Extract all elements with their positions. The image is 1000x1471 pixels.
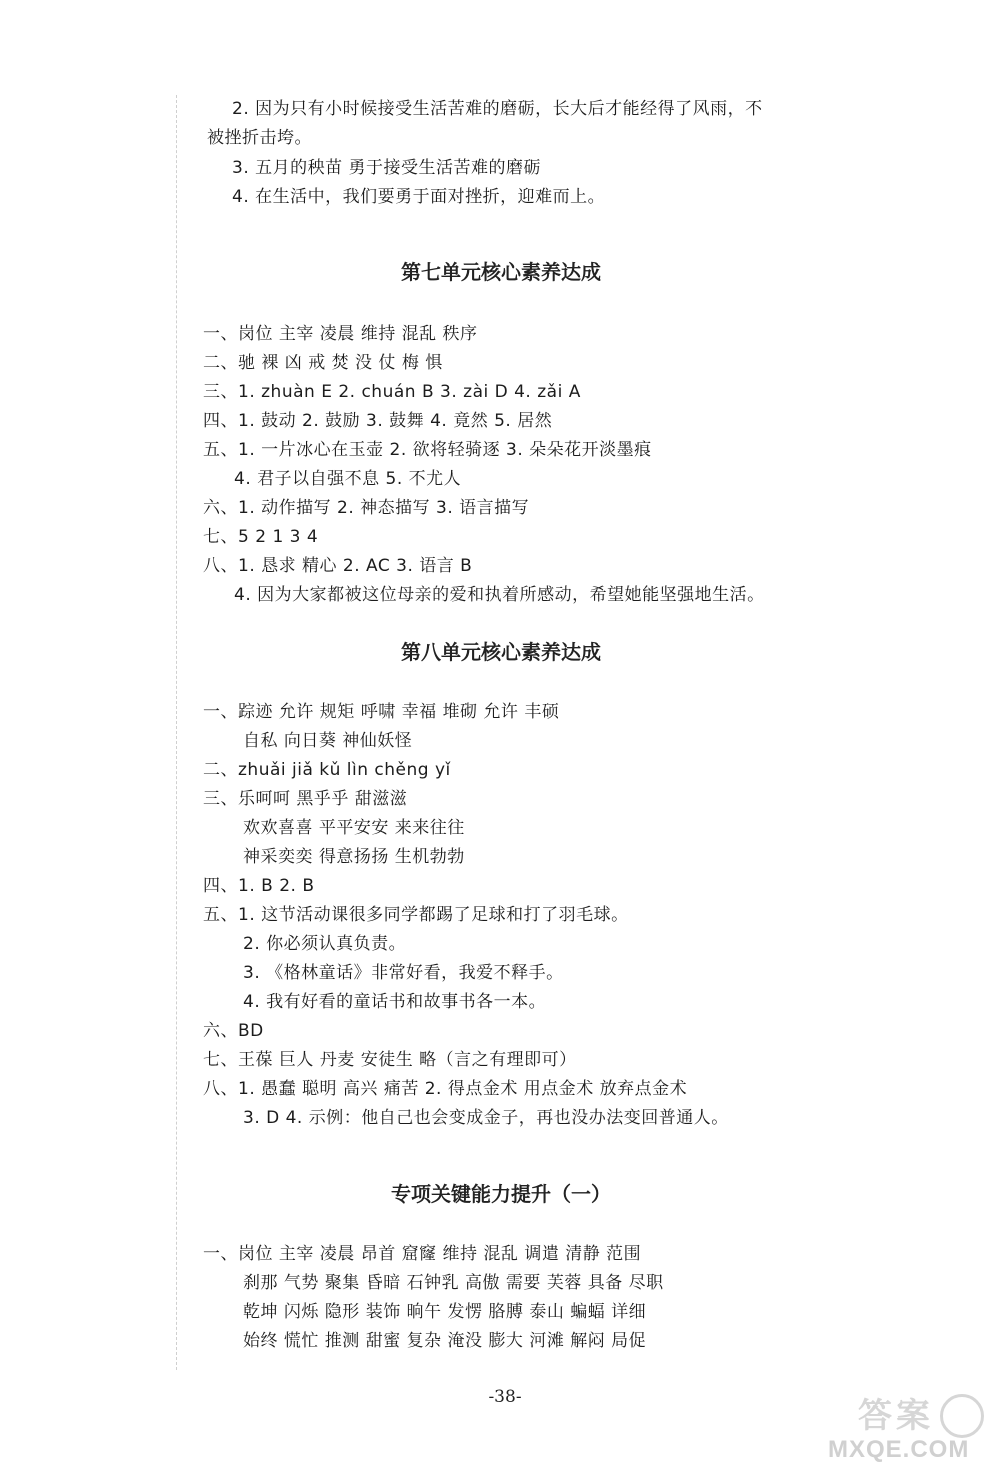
answer-line: 3. 《格林童话》非常好看，我爱不释手。 [243,963,564,983]
answer-line: 3. D 4. 示例：他自己也会变成金子，再也没办法变回普通人。 [243,1108,729,1128]
answer-line: 4. 我有好看的童话书和故事书各一本。 [243,992,547,1012]
answer-line: 二、驰 裸 凶 戒 焚 没 仗 梅 惧 [203,353,443,373]
answer-line: 4. 在生活中，我们要勇于面对挫折，迎难而上。 [232,187,606,207]
answer-line: 三、乐呵呵 黑乎乎 甜滋滋 [203,789,408,809]
answer-line: 五、1. 这节活动课很多同学都踢了足球和打了羽毛球。 [203,905,629,925]
answer-line: 2. 因为只有小时候接受生活苦难的磨砺，长大后才能经得了风雨，不 [232,99,763,119]
answer-line: 五、1. 一片冰心在玉壶 2. 欲将轻骑逐 3. 朵朵花开淡墨痕 [203,440,652,460]
answer-line: 八、1. 恳求 精心 2. AC 3. 语言 B [203,556,473,576]
section-title-unit8: 第八单元核心素养达成 [401,640,601,664]
answer-line: 4. 君子以自强不息 5. 不尤人 [234,469,462,489]
answer-line: 一、踪迹 允许 规矩 呼啸 幸福 堆砌 允许 丰硕 [203,702,560,722]
answer-line: 3. 五月的秧苗 勇于接受生活苦难的磨砺 [232,158,542,178]
binding-margin-line [176,95,177,1370]
site-watermark [828,1388,988,1466]
answer-line: 乾坤 闪烁 隐形 装饰 晌午 发愣 胳膊 泰山 蝙蝠 详细 [243,1302,647,1322]
answer-line: 一、岗位 主宰 凌晨 昂首 窟窿 维持 混乱 调遣 清静 范围 [203,1244,642,1264]
watermark-text: 答案 [858,1396,934,1436]
answer-line: 二、zhuǎi jiǎ kǔ lìn chěng yǐ [203,760,451,780]
page-number: -38- [488,1387,522,1407]
answer-line: 七、王葆 巨人 丹麦 安徒生 略（言之有理即可） [203,1050,577,1070]
answer-line: 神采奕奕 得意扬扬 生机勃勃 [243,847,465,867]
answer-line: 四、1. 鼓动 2. 鼓励 3. 鼓舞 4. 竟然 5. 居然 [203,411,553,431]
answer-line: 自私 向日葵 神仙妖怪 [243,731,413,751]
watermark-url: MXQE.COM [828,1436,970,1463]
answer-line: 三、1. zhuàn E 2. chuán B 3. zài D 4. zǎi A [203,382,581,402]
answer-line: 六、BD [203,1021,264,1041]
answer-line: 2. 你必须认真负责。 [243,934,407,954]
answer-line: 八、1. 愚蠢 聪明 高兴 痛苦 2. 得点金术 用点金术 放弃点金术 [203,1079,688,1099]
answer-line: 被挫折击垮。 [207,128,312,148]
answer-line: 一、岗位 主宰 凌晨 维持 混乱 秩序 [203,324,478,344]
answer-line: 六、1. 动作描写 2. 神态描写 3. 语言描写 [203,498,530,518]
section-title-unit7: 第七单元核心素养达成 [401,260,601,284]
watermark-seal-icon [940,1394,984,1438]
section-title-special: 专项关键能力提升（一） [391,1182,611,1206]
answer-line: 刹那 气势 聚集 昏暗 石钟乳 高傲 需要 芙蓉 具备 尽职 [243,1273,664,1293]
answer-line: 七、5 2 1 3 4 [203,527,319,547]
answer-line: 四、1. B 2. B [203,876,315,896]
answer-line: 始终 慌忙 推测 甜蜜 复杂 淹没 膨大 河滩 解闷 局促 [243,1331,647,1351]
answer-line: 4. 因为大家都被这位母亲的爱和执着所感动，希望她能坚强地生活。 [234,585,765,605]
answer-line: 欢欢喜喜 平平安安 来来往往 [243,818,465,838]
